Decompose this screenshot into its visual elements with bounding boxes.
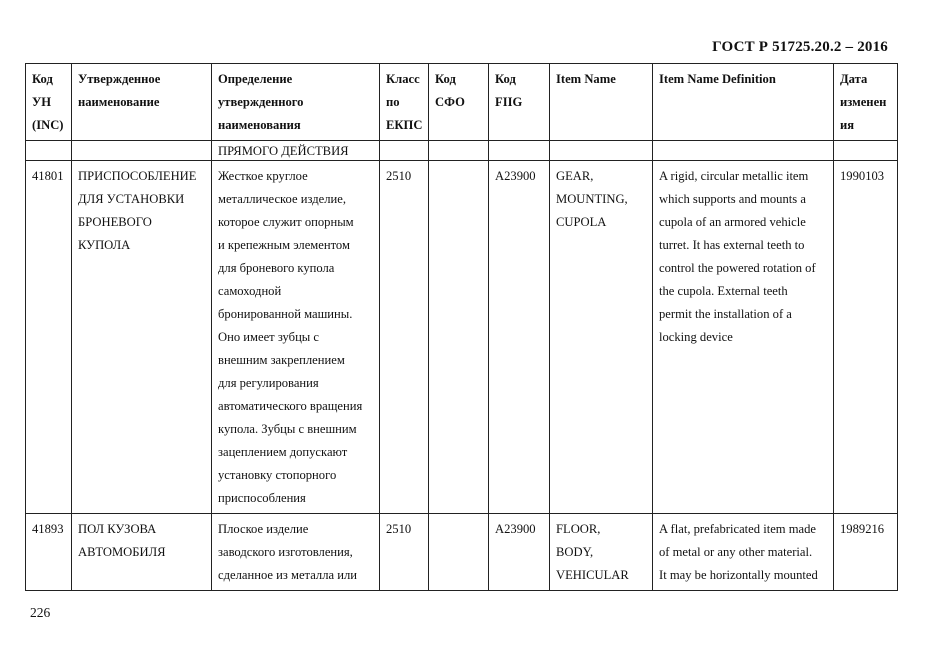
document-code: ГОСТ Р 51725.20.2 – 2016 — [712, 39, 888, 55]
fiig-cell: A23900 — [489, 161, 550, 514]
sfo-cell — [429, 514, 489, 591]
definition-cell: Жесткое круглое металлическое изделие, которое служит опорным и крепежным элементом для броневого купола самоходной бронированной машины. Оно имеет зубцы с внешним закреплением для регулирования автоматического вращения купола. Зубцы с внешним зацеплением допускают установку стопорного приспособления — [212, 161, 380, 514]
header-fiig: Код FIIG — [489, 64, 550, 141]
sfo-cell — [429, 161, 489, 514]
table-cell — [380, 141, 429, 161]
fiig-cell: A23900 — [489, 514, 550, 591]
header-date: Дата изменен ия — [834, 64, 898, 141]
table-cell — [489, 141, 550, 161]
table-row — [26, 161, 898, 514]
continuation-row — [26, 141, 898, 161]
header-row — [26, 64, 898, 141]
inc-cell: 41893 — [26, 514, 72, 591]
date-cell: 1990103 — [834, 161, 898, 514]
header-approved-name: Утвержденное наименование — [72, 64, 212, 141]
catalog-table — [25, 63, 898, 591]
header-item-name: Item Name — [550, 64, 653, 141]
class-cell: 2510 — [380, 514, 429, 591]
approved-name-cell: ПРИСПОСОБЛЕНИЕ ДЛЯ УСТАНОВКИ БРОНЕВОГО КУПОЛА — [72, 161, 212, 514]
date-cell: 1989216 — [834, 514, 898, 591]
class-cell: 2510 — [380, 161, 429, 514]
header-definition: Определение утвержденного наименования — [212, 64, 380, 141]
definition-cell: Плоское изделие заводского изготовления, сделанное из металла или — [212, 514, 380, 591]
page-number: 226 — [30, 605, 51, 620]
table-cell: ПРЯМОГО ДЕЙСТВИЯ — [212, 141, 380, 161]
item-definition-cell: A flat, prefabricated item made of metal or any other material. It may be horizontally mounted — [653, 514, 834, 591]
inc-cell: 41801 — [26, 161, 72, 514]
item-definition-cell: A rigid, circular metallic item which supports and mounts a cupola of an armored vehicle turret. It has external teeth to control the powered rotation of the cupola. External teeth permit the installation of a locking device — [653, 161, 834, 514]
approved-name-cell: ПОЛ КУЗОВА АВТОМОБИЛЯ — [72, 514, 212, 591]
header-inc: Код УН (INC) — [26, 64, 72, 141]
table-cell — [26, 141, 72, 161]
table-cell — [429, 141, 489, 161]
table-cell — [550, 141, 653, 161]
table-cell — [653, 141, 834, 161]
item-name-cell: GEAR, MOUNTING, CUPOLA — [550, 161, 653, 514]
table-row — [26, 514, 898, 591]
header-item-definition: Item Name Definition — [653, 64, 834, 141]
table-cell — [72, 141, 212, 161]
header-sfo: Код СФО — [429, 64, 489, 141]
header-class: Класс по ЕКПС — [380, 64, 429, 141]
item-name-cell: FLOOR, BODY, VEHICULAR — [550, 514, 653, 591]
table-cell — [834, 141, 898, 161]
